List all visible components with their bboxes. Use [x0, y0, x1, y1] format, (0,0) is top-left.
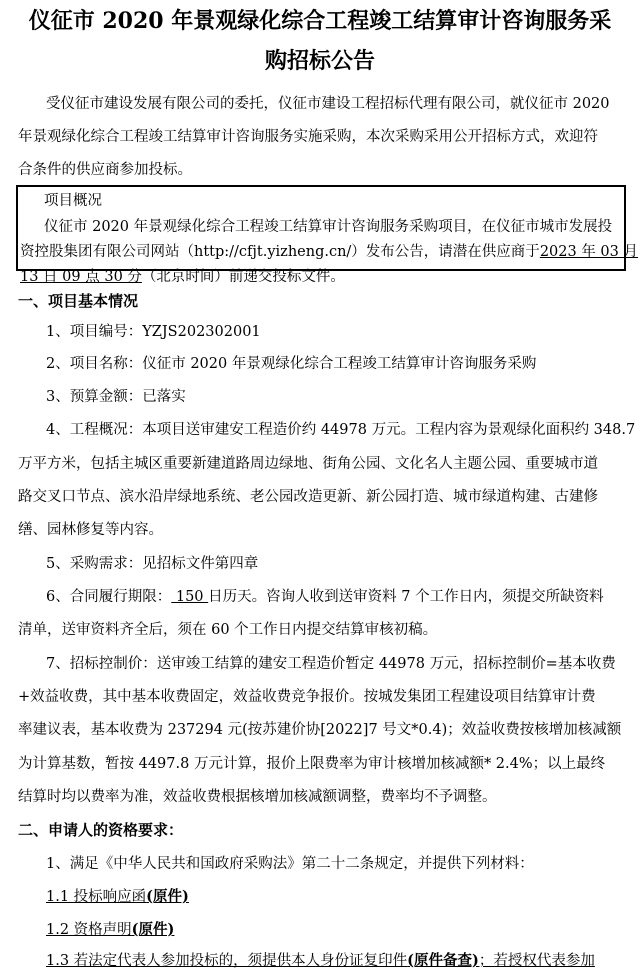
overview-line-2	[20, 243, 638, 261]
s1-item-6-line-2: 清单，送审资料齐全后，须在 60 个工作日内提交结算审核初稿。	[18, 622, 438, 638]
s1-item-6-rest: 日历天。咨询人收到送审资料 7 个工作日内，须提交所缺资料	[208, 589, 604, 605]
s2-sub-1-1-text: 1.1 投标响应函	[46, 889, 147, 905]
s1-item-1: 1、项目编号：YZJS202302001	[46, 324, 261, 340]
intro-line-3: 合条件的供应商参加投标。	[18, 162, 192, 178]
overview-line-3-text	[20, 268, 624, 286]
s1-item-7-line-1: 7、招标控制价：送审竣工结算的建安工程造价暂定 44978 万元，招标控制价=基本收费	[46, 656, 616, 672]
s1-item-5: 5、采购需求：见招标文件第四章	[46, 556, 259, 572]
s2-sub-1-3	[46, 952, 628, 970]
overview-line-1: 仪征市 2020 年景观绿化综合工程竣工结算审计咨询服务采购项目，在仪征市城市发展投	[44, 219, 613, 235]
deadline-part-2: 13 日 09 点 30 分	[20, 269, 142, 285]
s2-item-1: 1、满足《中华人民共和国政府采购法》第二十二条规定，并提供下列材料：	[46, 856, 534, 872]
s2-sub-1-3-text: 1.3 若法定代表人参加投标的，须提供本人身份证复印件	[46, 953, 408, 969]
s1-item-7-line-4: 为计算基数，暂按 4497.8 万元计算，报价上限费率为审计核增加核减额* 2.4%；以上最终	[18, 756, 606, 772]
s1-item-4-line-2: 万平方米，包括主城区重要新建道路周边绿地、街角公园、文化名人主题公园、重要城市道	[18, 456, 598, 472]
section-2-heading: 二、申请人的资格要求：	[18, 821, 184, 839]
s2-sub-1-2-text: 1.2 资格声明	[46, 922, 132, 938]
intro-line-2: 年景观绿化综合工程竣工结算审计咨询服务实施采购，本次采购采用公开招标方式，欢迎符	[18, 129, 598, 145]
s2-sub-1-1-bold: (原件)	[146, 888, 189, 905]
overview-heading: 项目概况	[44, 193, 102, 209]
overview-line-2-text: 资控股集团有限公司网站（http://cfjt.yizheng.cn/）发布公告，请潜在供应商于	[20, 244, 540, 260]
s1-item-4-line-4: 缮、园林修复等内容。	[18, 522, 163, 538]
overview-line-3-rest: （北京时间）前递交投标文件。	[141, 269, 345, 285]
s1-item-7-line-2: +效益收费，其中基本收费固定，效益收费竞争报价。按城发集团工程建设项目结算审计费	[18, 689, 596, 705]
s1-item-3: 3、预算金额：已落实	[46, 389, 186, 405]
s2-sub-1-1	[46, 888, 628, 906]
s1-item-7-line-5: 结算时均以费率为准，效益收费根据核增加核减额调整，费率均不予调整。	[18, 789, 497, 805]
s1-item-6-line-1	[46, 588, 628, 606]
s1-item-7-line-3: 率建议表，基本收费为 237294 元(按苏建价协[2022]7 号文*0.4)；效益收费按核增加核减额	[18, 722, 622, 738]
s2-sub-1-3-bold: (原件备查)	[407, 952, 479, 969]
s2-sub-1-3-rest: ；若授权代表参加	[478, 953, 595, 969]
document-title-line-1: 仪征市 2020 年景观绿化综合工程竣工结算审计咨询服务采	[28, 8, 612, 34]
s1-item-4-line-1: 4、工程概况：本项目送审建安工程造价约 44978 万元。工程内容为景观绿化面积约 348.7	[46, 422, 636, 438]
s2-sub-1-2-bold: (原件)	[131, 921, 175, 938]
section-1-heading: 一、项目基本情况	[18, 292, 139, 310]
s1-item-4-line-3: 路交叉口节点、滨水沿岸绿地系统、老公园改造更新、新公园打造、城市绿道构建、古建修	[18, 489, 598, 505]
contract-days: 150	[171, 589, 209, 605]
document-title-line-2: 购招标公告	[264, 48, 375, 74]
s1-item-2: 2、项目名称：仪征市 2020 年景观绿化综合工程竣工结算审计咨询服务采购	[46, 356, 537, 372]
s1-item-6-prefix: 6、合同履行期限：	[46, 589, 172, 605]
s2-sub-1-2	[46, 921, 628, 939]
deadline-part-1: 2023 年 03 月	[539, 244, 638, 260]
intro-line-1: 受仪征市建设发展有限公司的委托，仪征市建设工程招标代理有限公司，就仪征市 2020	[46, 96, 610, 112]
